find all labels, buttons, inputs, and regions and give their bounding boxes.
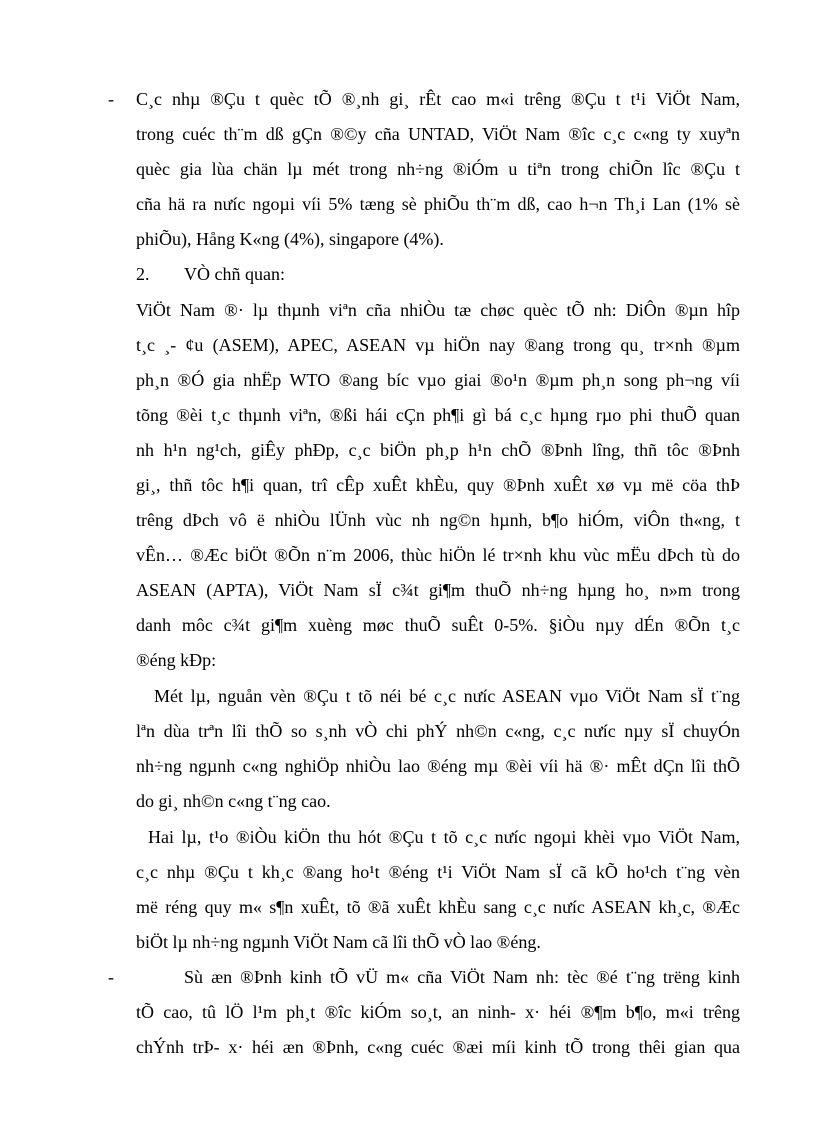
para3-line-10: danh môc c¾t gi¶m xuèng møc thuÕ suÊt 0-5%. §iÒu nµy dÉn ®Õn t¸c bbox=[136, 615, 740, 635]
para3-line-11: ®éng kÐp: bbox=[136, 650, 217, 670]
para5-line-4: biÖt lµ nh÷ng ngµnh ViÖt Nam cã lîi thÕ vÒ lao ®éng. bbox=[136, 932, 541, 952]
para1-line-5: phiÕu), Hång K«ng (4%), singapore (4%). bbox=[136, 229, 444, 249]
para5-line-3: më réng quy m« s¶n xuÊt, tõ ®ã xuÊt khÈu sang c¸c nưíc ASEAN kh¸c, ®Æc bbox=[136, 897, 740, 917]
para3-line-6: gi¸, thñ tôc h¶i quan, trî cÊp xuÊt khÈu, quy ®Þnh xuÊt xø vµ më cöa thÞ bbox=[136, 475, 740, 495]
para1-line-3: quèc gia lùa chän lµ mét trong nh÷ng ®iÓm u tiªn trong chiÕn lîc ®Çu t bbox=[136, 159, 740, 179]
para6-line-2: tÕ cao, tû lÖ l¹m ph¸t ®îc kiÓm so¸t, an ninh- x· héi ®¶m b¶o, m«i trêng bbox=[136, 1002, 740, 1022]
bullet-dash-2: - bbox=[108, 967, 114, 987]
para5-line-1: Hai lµ, t¹o ®iÒu kiÖn thu hót ®Çu t tõ c¸c nưíc ngoµi khèi vµo ViÖt Nam, bbox=[148, 827, 740, 847]
para1-line-2: trong cuéc th¨m dß gÇn ®©y cña UNTAD, ViÖt Nam ®îc c¸c c«ng ty xuyªn bbox=[136, 124, 740, 144]
para3-line-9: ASEAN (APTA), ViÖt Nam sÏ c¾t gi¶m thuÕ nh÷ng hµng ho¸ n»m trong bbox=[136, 580, 740, 600]
para3-line-2: t¸c ¸- ¢u (ASEM), APEC, ASEAN vµ hiÖn nay ®ang trong qu¸ tr×nh ®µm bbox=[136, 335, 740, 355]
para3-line-4: tõng ®èi t¸c thµnh viªn, ®ßi hái cÇn ph¶i gì bá c¸c hµng rµo phi thuÕ quan bbox=[136, 405, 740, 425]
para1-line-1: C¸c nhµ ®Çu t quèc tÕ ®¸nh gi¸ rÊt cao m«i trêng ®Çu t t¹i ViÖt Nam, bbox=[136, 89, 740, 109]
para3-line-1: ViÖt Nam ®· lµ thµnh viªn cña nhiÒu tæ chøc quèc tÕ nh: DiÔn ®µn hîp bbox=[136, 300, 740, 320]
bullet-dash: - bbox=[108, 89, 114, 109]
section-number: 2. bbox=[136, 264, 150, 284]
para4-line-3: nh÷ng ngµnh c«ng nghiÖp nhiÒu lao ®éng mµ ®èi víi hä ®· mÊt dÇn lîi thÕ bbox=[136, 756, 740, 776]
para1-line-4: cña hä ra nưíc ngoµi víi 5% tæng sè phiÕu th¨m dß, cao h¬n Th¸i Lan (1% sè bbox=[136, 194, 740, 214]
para5-line-2: c¸c nhµ ®Çu t kh¸c ®ang ho¹t ®éng t¹i ViÖt Nam sÏ cã kÕ ho¹ch t¨ng vèn bbox=[136, 862, 740, 882]
para3-line-3: ph¸n ®Ó gia nhËp WTO ®ang bíc vµo giai ®o¹n ®µm ph¸n song ph¬ng víi bbox=[136, 370, 740, 390]
para4-line-4: do gi¸ nh©n c«ng t¨ng cao. bbox=[136, 791, 331, 811]
para6-line-3: chÝnh trÞ- x· héi æn ®Þnh, c«ng cuéc ®æi míi kinh tÕ trong thêi gian qua bbox=[136, 1037, 740, 1057]
para6-line-1: Sù æn ®Þnh kinh tÕ vÜ m« cña ViÖt Nam nh: tèc ®é t¨ng trëng kinh bbox=[184, 967, 740, 987]
para3-line-8: vÊn… ®Æc biÖt ®Õn n¨m 2006, thùc hiÖn lé tr×nh khu vùc mËu dÞch tù do bbox=[136, 545, 740, 565]
para4-line-1: Mét lµ, nguån vèn ®Çu t tõ néi bé c¸c nưíc ASEAN vµo ViÖt Nam sÏ t¨ng bbox=[154, 686, 740, 706]
para4-line-2: lªn dùa trªn lîi thÕ so s¸nh vÒ chi phÝ nh©n c«ng, c¸c nưíc nµy sÏ chuyÓn bbox=[136, 721, 740, 741]
para3-line-5: nh h¹n ng¹ch, giÊy phÐp, c¸c biÖn ph¸p h¹n chÕ ®Þnh lîng, thñ tôc ®Þnh bbox=[136, 440, 740, 460]
section-heading: VÒ chñ quan: bbox=[184, 264, 285, 284]
para3-line-7: trêng dÞch vô ë nhiÒu lÜnh vùc nh ng©n hµnh, b¶o hiÓm, viÔn th«ng, t bbox=[136, 510, 740, 530]
